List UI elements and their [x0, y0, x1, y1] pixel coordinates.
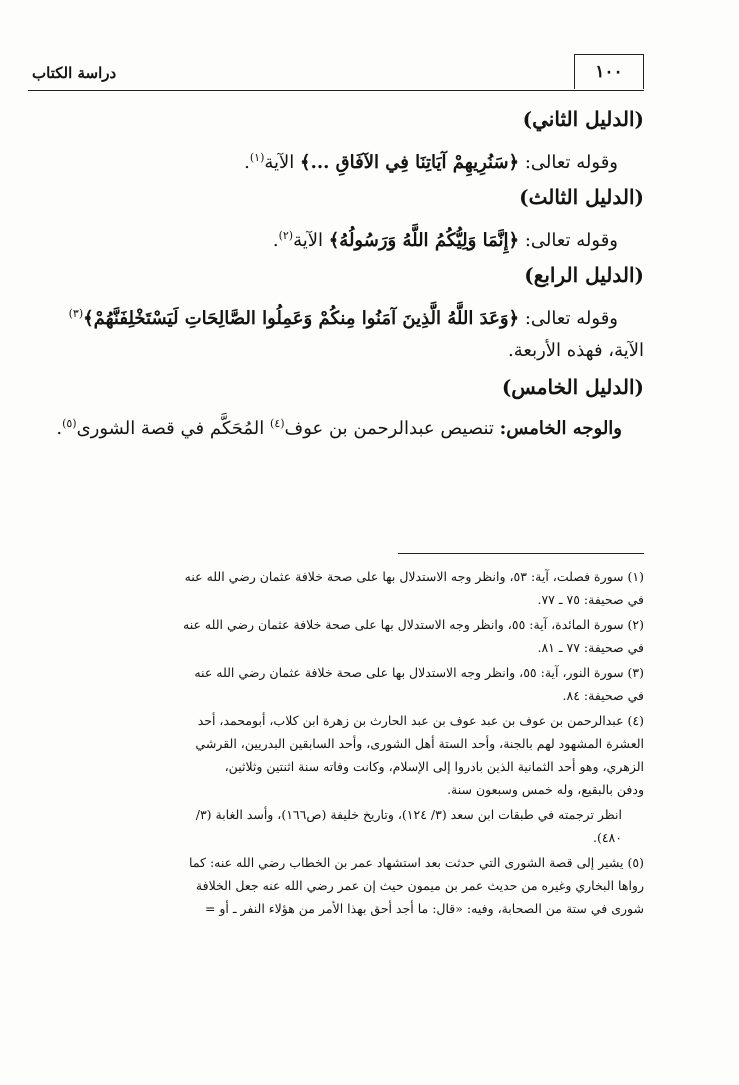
page-number: ١٠٠ — [574, 54, 644, 89]
fifth-aspect-lead: والوجه الخامس: — [499, 418, 622, 439]
heading-third-proof: (الدليل الثالث) — [519, 185, 644, 209]
quran-verse: ﴿إِنَّمَا وَلِيُّكُمُ اللَّهُ وَرَسُولُهُ﴾ — [328, 230, 520, 251]
footnote-line: شورى في ستة من الصحابة، وفيه: «قال: ما أجد أحق بهذا الأمر من هؤلاء النفر ـ أو = — [204, 901, 644, 916]
quran-verse: ﴿وَعَدَ اللَّهُ الَّذِينَ آمَنُوا مِنكُمْ وَعَمِلُوا الصَّالِحَاتِ لَيَسْتَخْلِفَنَّهُمْ﴾ — [83, 308, 520, 329]
footnote-line: الزهري، وهو أحد الثمانية الذين بادروا إلى الإسلام، وكانت وفاته سنة اثنتين وثلاثين، — [224, 759, 644, 774]
footnote-line: في صحيفة: ٨٤. — [562, 688, 644, 703]
second-proof-verse-line — [30, 138, 644, 178]
footnote-ref-2: (٢) — [278, 229, 294, 242]
sentence-end: . — [244, 152, 250, 173]
footnote-ref-4: (٤) — [270, 417, 285, 430]
footnote-4-references — [30, 803, 644, 849]
page-header — [28, 54, 644, 91]
footnote-line: (٥) يشير إلى قصة الشورى التي حدثت بعد استشهاد عمر بن الخطاب رضي الله عنه: كما — [189, 855, 644, 870]
fourth-proof-verse-line — [30, 294, 644, 334]
footnote-line: (٣) سورة النور، آية: ٥٥، وانظر وجه الاستدلال بها على صحة خلافة عثمان رضي الله عنه — [194, 665, 644, 680]
footnote-4 — [30, 709, 644, 801]
footnote-line: (١) سورة فصلت، آية: ٥٣، وانظر وجه الاستدلال بها على صحة خلافة عثمان رضي الله عنه — [184, 569, 644, 584]
fifth-aspect-text-a: تنصيص عبدالرحمن بن عوف — [284, 418, 494, 439]
footnote-line: رواها البخاري وغيره من حديث عمر بن ميمون حيث إن عمر رضي الله عنه جعل الخلافة — [195, 878, 644, 893]
verse-intro: وقوله تعالى: — [524, 152, 618, 173]
verse-tail: الآية — [293, 230, 324, 251]
footnote-separator — [398, 553, 644, 554]
footnote-ref-3: (٣) — [68, 307, 84, 320]
footnote-line: ودفن بالبقيع، وله خمس وسبعون سنة. — [447, 782, 644, 797]
heading-second-proof: (الدليل الثاني) — [522, 107, 644, 131]
footnote-line: ٤٨٠). — [592, 830, 622, 845]
footnote-ref-1: (١) — [249, 151, 265, 164]
footnote-line: في صحيفة: ٧٧ ـ ٨١. — [537, 640, 644, 655]
fifth-aspect-text-b: المُحَكَّم في قصة الشورى — [76, 418, 265, 439]
heading-fifth-proof: (الدليل الخامس) — [501, 375, 644, 399]
heading-fourth-proof: (الدليل الرابع) — [524, 263, 644, 287]
verse-intro: وقوله تعالى: — [524, 230, 618, 251]
verse-tail: الآية — [264, 152, 295, 173]
footnote-line: (٢) سورة المائدة، آية: ٥٥، وانظر وجه الاستدلال بها على صحة خلافة عثمان رضي الله عنه — [183, 617, 644, 632]
footnote-1 — [30, 565, 644, 611]
main-text — [30, 100, 644, 447]
footnote-3 — [30, 661, 644, 707]
fourth-proof-continuation: الآية، فهذه الأربعة. — [508, 340, 644, 361]
quran-verse: ﴿سَنُرِيهِمْ آيَاتِنَا فِي الآفَاقِ ...﴾ — [300, 152, 520, 173]
footnote-line: انظر ترجمته في طبقات ابن سعد (٣/ ١٢٤)، وتاريخ خليفة (ص١٦٦)، وأسد الغابة (٣/ — [195, 807, 622, 822]
footnote-line: العشرة المشهود لهم بالجنة، وأحد الستة أهل الشورى، وأحد السابقين البدريين، القرشي — [195, 736, 644, 751]
footnote-line: (٤) عبدالرحمن بن عوف بن عبد عوف بن عبد الحارث بن زهرة ابن كلاب، أبومحمد، أحد — [197, 713, 644, 728]
running-title: دراسة الكتاب — [32, 64, 117, 82]
sentence-end: . — [56, 418, 63, 439]
footnote-2 — [30, 613, 644, 659]
third-proof-verse-line — [30, 216, 644, 256]
fifth-aspect-paragraph — [30, 406, 644, 447]
footnote-5 — [30, 851, 644, 920]
footnote-ref-5: (٥) — [62, 417, 77, 430]
sentence-end: . — [272, 230, 279, 251]
footnotes — [30, 565, 644, 922]
verse-intro: وقوله تعالى: — [524, 308, 618, 329]
footnote-line: في صحيفة: ٧٥ ـ ٧٧. — [537, 592, 644, 607]
